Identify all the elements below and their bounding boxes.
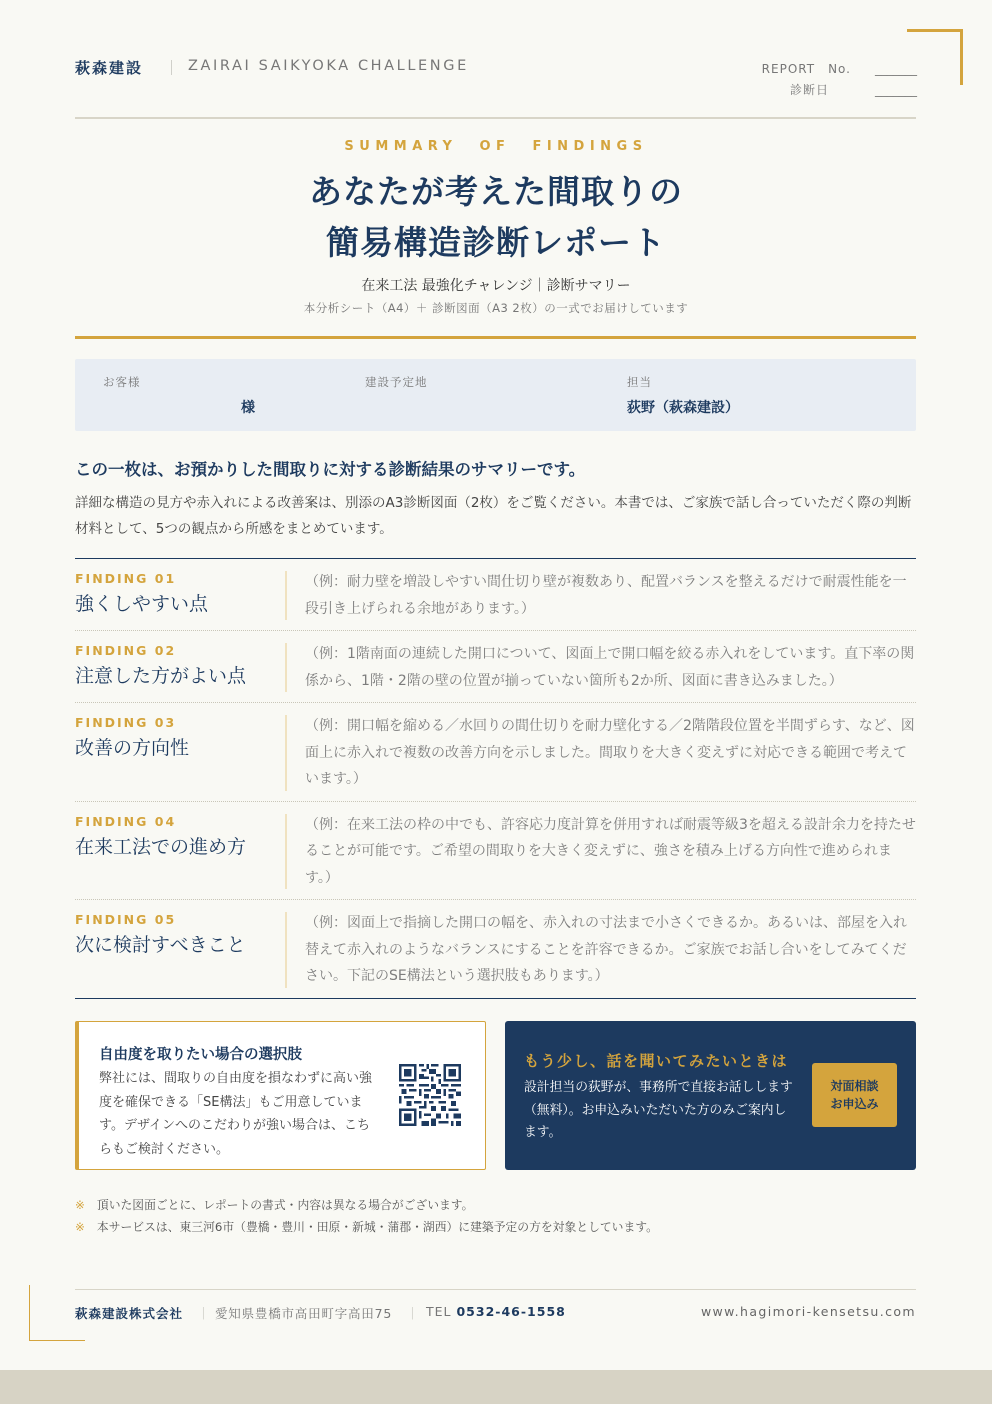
staff-field [599,359,916,431]
header-divider [75,117,916,119]
notes [75,1194,658,1238]
report-number-label: REPORT No. [761,62,851,76]
finding-title: 強くしやすい点 [75,593,209,615]
staff-label: 担当 [627,375,652,389]
customer-value: 様 [241,400,255,416]
brand-name: 萩森建設 [75,59,144,77]
finding-body: （例：耐力壁を増設しやすい間仕切り壁が複数あり、配置バランスを整えるだけで耐震性能を一段引き上げられる余地があります。） [305,574,907,617]
finding-divider [285,715,287,791]
finding-item [75,703,916,802]
footer-tel [426,1304,566,1319]
finding-divider [285,643,287,692]
note-text: 本サービスは、東三河6市（豊橋・豊川・田原・新城・蒲郡・湖西）に建築予定の方を対象としています。 [96,1220,658,1234]
tel-label: TEL [426,1304,452,1319]
finding-body: （例：1階南面の連続した開口について、図面上で開口幅を絞る赤入れをしています。直下率の関係から、1階・2階の壁の位置が揃っていない箇所も2か所、図面に書き込みました。） [305,646,915,689]
consultation-card-body: 設計担当の荻野が、事務所で直接お話しします（無料）。お申込みいただいた方のみご案内します。 [524,1080,793,1140]
page-bottom-band [0,1370,992,1404]
finding-title: 注意した方がよい点 [75,665,247,687]
se-method-card [75,1021,486,1170]
intro-body: 詳細な構造の見方や赤入れによる改善案は、別添のA3診断図面（2枚）をご覧ください。本書では、ご家族で話し合っていただく際の判断材料として、5つの観点から所感をまとめています。 [75,495,912,537]
finding-body: （例：図面上で指摘した開口の幅を、赤入れの寸法まで小さくできるか。あるいは、部屋を入れ替えて赤入れのようなバランスにすることを許容できるか。ご家族でお話し合いをしてみてください。下記のSE構法という選択肢もあります。） [305,915,907,984]
intro-lead: この一枚は、お預かりした間取りに対する診断結果のサマリーです。 [75,460,586,479]
qr-code-icon[interactable] [399,1064,461,1126]
note-mark-icon: ※ [75,1220,85,1234]
report-number-value: _______ [875,62,917,76]
finding-item [75,559,916,631]
report-meta [762,59,917,101]
eyebrow: SUMMARY OF FINDINGS [344,139,648,154]
consultation-card [505,1021,916,1170]
note-text: 頂いた図面ごとに、レポートの書式・内容は異なる場合がございます。 [96,1198,474,1212]
finding-number: FINDING 05 [75,912,177,927]
subtitle: 在来工法 最強化チャレンジ｜診断サマリー [361,278,631,294]
report-date-row [762,80,917,101]
finding-number: FINDING 01 [75,571,177,586]
title-line-1: あなたが考えた間取りの [309,172,683,211]
customer-field [75,359,337,431]
se-card-body: 弊社には、間取りの自由度を損なわずに高い強度を確保できる「SE構法」もご用意しています。デザインへのこだわりが強い場合は、こちらもご検討ください。 [99,1071,373,1157]
finding-item [75,900,916,998]
finding-number: FINDING 04 [75,813,177,829]
finding-title: 改善の方向性 [75,737,190,759]
customer-info-box [75,359,916,431]
button-line-1: 対面相談 [830,1079,879,1093]
page-title [0,166,992,268]
gold-divider [75,336,916,339]
subnote: 本分析シート（A4）＋ 診断図面（A3 2枚）の一式でお届けしています [303,301,689,315]
finding-number: FINDING 02 [75,643,177,658]
finding-item [75,631,916,703]
site-label: 建設予定地 [365,375,428,389]
footer [75,1304,916,1324]
footer-divider [75,1289,916,1290]
consultation-apply-button[interactable] [812,1063,897,1127]
tel-number[interactable]: 0532-46-1558 [456,1304,566,1319]
customer-label: お客様 [103,375,141,389]
finding-number: FINDING 03 [75,715,177,730]
site-field [337,359,599,431]
consultation-card-title: もう少し、話を聞いてみたいときは [524,1052,789,1070]
finding-divider [285,814,287,890]
note-mark-icon: ※ [75,1198,85,1212]
footer-separator: ｜ [197,1306,210,1321]
report-number-row [762,59,917,80]
header-separator: ｜ [164,59,180,77]
finding-item [75,802,916,901]
finding-divider [285,571,287,620]
button-line-2: お申込み [830,1097,879,1111]
report-date-label: 診断日 [789,83,829,97]
footer-url-link[interactable]: www.hagimori-kensetsu.com [700,1304,916,1319]
findings-list [75,558,916,999]
staff-value: 荻野（萩森建設） [627,400,739,416]
note-item [75,1216,658,1238]
finding-body: （例：在来工法の枠の中でも、許容応力度計算を併用すれば耐震等級3を超える設計余力を持たせることが可能です。ご希望の間取りを大きく変えずに、強さを積み上げる方向性で進められます。） [305,816,916,886]
se-card-title: 自由度を取りたい場合の選択肢 [99,1047,302,1063]
footer-separator: ｜ [406,1306,419,1321]
report-date-value: _______ [875,83,917,97]
challenge-name: ZAIRAI SAIKYOKA CHALLENGE [188,58,469,74]
title-line-2: 簡易構造診断レポート [326,223,666,262]
finding-title: 在来工法での進め方 [75,835,247,858]
note-item [75,1194,658,1216]
footer-address: 愛知県豊橋市高田町字高田75 [215,1306,393,1321]
footer-company: 萩森建設株式会社 [75,1306,184,1321]
finding-body: （例：開口幅を縮める／水回りの間仕切りを耐力壁化する／2階階段位置を半間ずらす、など、図面上に赤入れで複数の改善方向を示しました。間取りを大きく変えずに対応できる範囲で考えています。） [305,718,915,787]
finding-title: 次に検討すべきこと [75,934,246,956]
finding-divider [285,912,287,988]
